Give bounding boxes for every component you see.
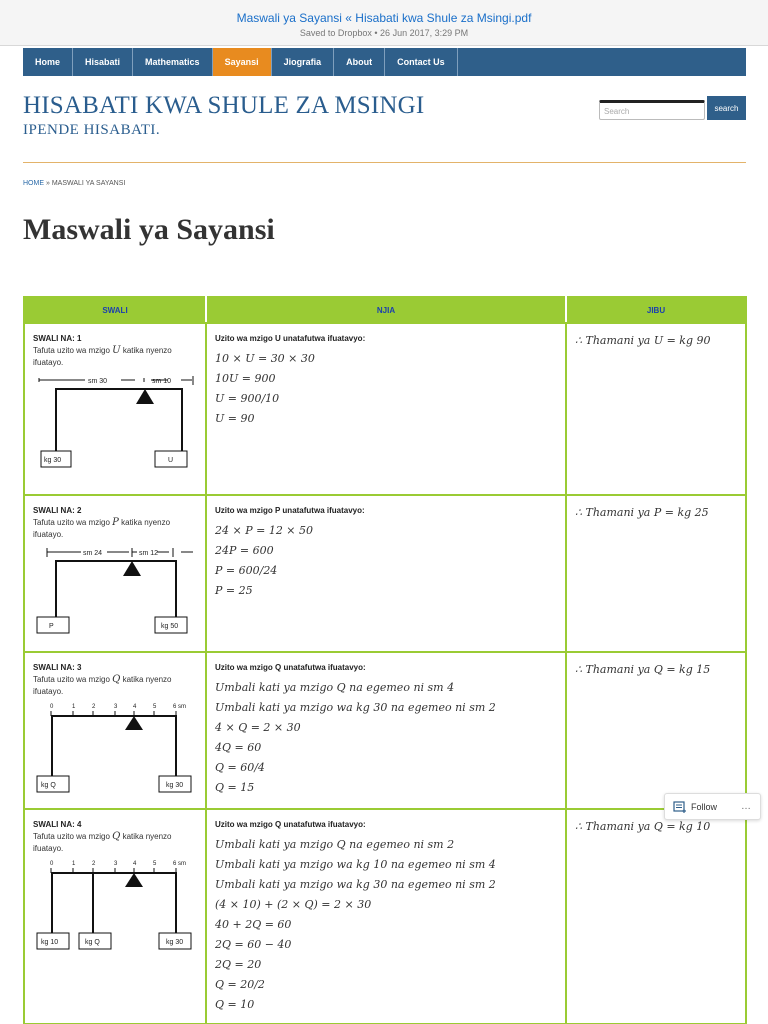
- question-cell: [24, 495, 206, 652]
- question-text: [33, 345, 197, 369]
- table-row: [24, 495, 746, 652]
- working-step: 24 × P = 12 × 50: [215, 524, 314, 537]
- load-label: kg 10: [41, 939, 59, 946]
- scale-label: 3: [114, 861, 118, 867]
- question-title: SWALI NA: 3: [33, 663, 82, 672]
- scale-label: 5: [153, 861, 157, 867]
- working-cell: [206, 809, 566, 1024]
- answer-text: ∴ Thamani ya Q = kg 10: [575, 820, 711, 833]
- working-step: U = 900/10: [215, 392, 280, 405]
- working-step: Q = 15: [215, 781, 255, 794]
- working-step: Umbali kati ya mzigo Q na egemeo ni sm 2: [215, 838, 455, 851]
- question-text-b: katika nyenzo ifuatayo.: [33, 675, 172, 696]
- working-step: P = 25: [215, 584, 253, 597]
- working-step: U = 90: [215, 412, 255, 425]
- breadcrumb-current: MASWALI YA SAYANSI: [51, 180, 126, 187]
- load-label: kg 50: [161, 623, 179, 630]
- question-text: [33, 831, 197, 855]
- document-topbar: [0, 0, 768, 46]
- scale-label: 6 sm: [173, 704, 187, 710]
- site-title[interactable]: HISABATI KWA SHULE ZA MSINGI: [23, 92, 425, 119]
- question-text-b: katika nyenzo ifuatayo.: [33, 832, 172, 853]
- question-variable: Q: [112, 831, 121, 842]
- breadcrumb-home[interactable]: HOME: [23, 180, 44, 187]
- question-text: [33, 674, 197, 698]
- question-cell: [24, 809, 206, 1024]
- working-step: 24P = 600: [215, 544, 274, 557]
- scale-label: 5: [153, 704, 157, 710]
- scale-label: 1: [72, 704, 76, 710]
- document-title[interactable]: Maswali ya Sayansi « Hisabati kwa Shule za Msingi.pdf: [236, 11, 532, 25]
- fulcrum-icon: [136, 389, 154, 404]
- working-step: 2Q = 60 − 40: [215, 938, 292, 951]
- nav-item-sayansi[interactable]: Sayansi: [213, 48, 272, 76]
- working-title: Uzito wa mzigo P unatafutwa ifuatavyo:: [215, 506, 365, 515]
- table-row: [24, 652, 746, 809]
- load-label: kg 30: [166, 782, 184, 789]
- follow-icon: [673, 801, 687, 813]
- question-text-a: Tafuta uzito wa mzigo: [33, 675, 113, 684]
- distance-label: sm 24: [83, 550, 103, 557]
- distance-label: sm 10: [152, 378, 172, 385]
- question-text-a: Tafuta uzito wa mzigo: [33, 832, 113, 841]
- lever-diagram: [33, 859, 199, 951]
- load-label: kg 30: [166, 939, 184, 946]
- load-label: kg 30: [44, 457, 62, 464]
- fulcrum-icon: [125, 716, 143, 730]
- page-title: Maswali ya Sayansi: [23, 213, 275, 246]
- header-divider: [23, 162, 746, 163]
- working-step: Umbali kati ya mzigo wa kg 10 na egemeo ni sm 4: [215, 858, 496, 871]
- question-variable: U: [112, 345, 121, 356]
- distance-label: sm 30: [88, 378, 108, 385]
- breadcrumb-separator: »: [45, 180, 50, 187]
- working-cell: [206, 652, 566, 809]
- nav-item-hisabati[interactable]: Hisabati: [73, 48, 133, 76]
- working-cell: [206, 495, 566, 652]
- working-step: 4Q = 60: [215, 741, 262, 754]
- working-title: Uzito wa mzigo U unatafutwa ifuatavyo:: [215, 334, 366, 343]
- saved-status: Saved to Dropbox • 26 Jun 2017, 3:29 PM: [299, 28, 469, 38]
- answer-text: ∴ Thamani ya U = kg 90: [575, 334, 711, 347]
- working-step: (4 × 10) + (2 × Q) = 2 × 30: [215, 898, 372, 911]
- working-step: P = 600/24: [215, 564, 278, 577]
- scale-label: 3: [114, 704, 118, 710]
- question-cell: [24, 652, 206, 809]
- table-header-row: [24, 297, 746, 323]
- lever-diagram: [33, 373, 199, 469]
- working-step: 2Q = 20: [215, 958, 262, 971]
- question-text-a: Tafuta uzito wa mzigo: [33, 518, 113, 527]
- scale-label: 0: [50, 861, 54, 867]
- question-variable: Q: [112, 674, 121, 685]
- question-title: SWALI NA: 4: [33, 820, 82, 829]
- scale-label: 0: [50, 704, 54, 710]
- breadcrumb: [23, 180, 125, 187]
- load-label: P: [49, 623, 54, 630]
- scale-label: 2: [92, 861, 96, 867]
- follow-label: Follow: [691, 801, 718, 812]
- lever-diagram: [33, 545, 199, 635]
- table-row: [24, 323, 746, 495]
- search-input[interactable]: [599, 100, 705, 120]
- question-title: SWALI NA: 2: [33, 506, 82, 515]
- main-nav: [23, 48, 746, 76]
- working-step: 40 + 2Q = 60: [215, 918, 292, 931]
- working-step: Umbali kati ya mzigo wa kg 30 na egemeo ni sm 2: [215, 701, 496, 714]
- distance-label: sm 12: [139, 550, 159, 557]
- working-title: Uzito wa mzigo Q unatafutwa ifuatavyo:: [215, 663, 366, 672]
- nav-item-about[interactable]: About: [334, 48, 385, 76]
- answer-text: ∴ Thamani ya Q = kg 15: [575, 663, 711, 676]
- nav-item-mathematics[interactable]: Mathematics: [133, 48, 213, 76]
- answer-cell: [566, 323, 746, 495]
- question-text-b: katika nyenzo ifuatayo.: [33, 346, 172, 367]
- nav-item-jiografia[interactable]: Jiografia: [272, 48, 335, 76]
- header-njia: NJIA: [206, 297, 566, 323]
- answer-cell: [566, 652, 746, 809]
- follow-button[interactable]: [664, 793, 761, 820]
- question-text-a: Tafuta uzito wa mzigo: [33, 346, 113, 355]
- working-cell: [206, 323, 566, 495]
- question-text-b: katika nyenzo ifuatayo.: [33, 518, 171, 539]
- scale-label: 4: [133, 704, 137, 710]
- scale-label: 1: [72, 861, 76, 867]
- working-step: Umbali kati ya mzigo wa kg 30 na egemeo ni sm 2: [215, 878, 496, 891]
- nav-item-home[interactable]: Home: [23, 48, 73, 76]
- question-title: SWALI NA: 1: [33, 334, 82, 343]
- working-step: 4 × Q = 2 × 30: [215, 721, 301, 734]
- question-variable: P: [112, 517, 119, 528]
- scale-label: 2: [92, 704, 96, 710]
- load-label: kg Q: [85, 939, 100, 946]
- question-cell: [24, 323, 206, 495]
- working-step: 10 × U = 30 × 30: [215, 352, 315, 365]
- load-label: kg Q: [41, 782, 56, 789]
- more-options-icon[interactable]: …: [741, 801, 752, 812]
- working-step: Q = 20/2: [215, 978, 265, 991]
- table-row: [24, 809, 746, 1024]
- scale-label: 6 sm: [173, 861, 187, 867]
- working-step: Q = 10: [215, 998, 255, 1011]
- site-tagline: IPENDE HISABATI.: [23, 122, 161, 138]
- scale-label: 4: [133, 861, 137, 867]
- lever-diagram: [33, 702, 199, 794]
- question-text: [33, 517, 197, 541]
- answer-text: ∴ Thamani ya P = kg 25: [575, 506, 709, 519]
- working-step: Umbali kati ya mzigo Q na egemeo ni sm 4: [215, 681, 455, 694]
- working-title: Uzito wa mzigo Q unatafutwa ifuatavyo:: [215, 820, 366, 829]
- answer-cell: [566, 495, 746, 652]
- header-jibu: JIBU: [566, 297, 746, 323]
- nav-item-contact-us[interactable]: Contact Us: [385, 48, 458, 76]
- load-label: U: [168, 457, 174, 464]
- questions-table: [23, 296, 747, 1024]
- fulcrum-icon: [125, 873, 143, 887]
- search-button[interactable]: search: [707, 96, 746, 120]
- working-step: Q = 60/4: [215, 761, 265, 774]
- working-step: 10U = 900: [215, 372, 276, 385]
- fulcrum-icon: [123, 561, 141, 576]
- answer-cell: [566, 809, 746, 1024]
- header-swali: SWALI: [24, 297, 206, 323]
